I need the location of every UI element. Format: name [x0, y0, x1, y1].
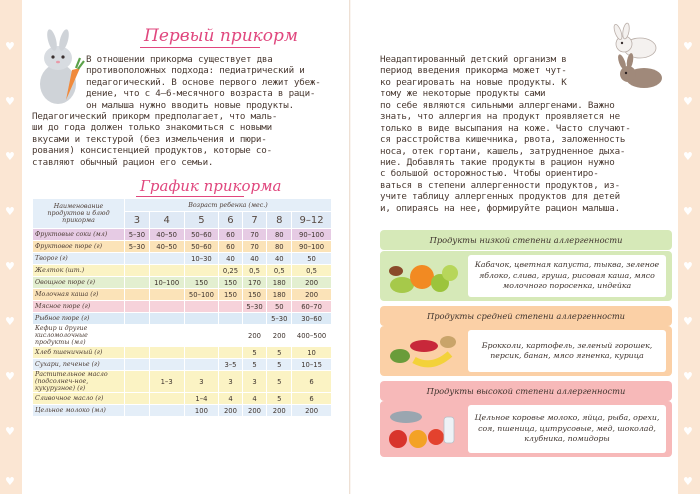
paragraph-line: ние. Добавлять такие продукты в рацион нужно	[380, 157, 615, 169]
row-value-cell: 50–100	[184, 289, 219, 301]
row-value-cell: 70	[242, 229, 267, 241]
right-heart-border	[678, 0, 700, 494]
row-value-cell: 10–100	[149, 277, 184, 289]
high-allergen-heading: Продукты высокой степени аллергенности	[380, 381, 672, 401]
row-value-cell: 60	[219, 229, 242, 241]
row-value-cell: 3–5	[219, 359, 242, 371]
heart-icon: ♥	[5, 370, 15, 383]
row-value-cell	[149, 313, 184, 325]
row-product-name: Мясное пюре (г)	[33, 301, 125, 313]
table-row	[33, 265, 332, 277]
row-value-cell: 5	[242, 359, 267, 371]
table-row	[33, 359, 332, 371]
table-row	[33, 241, 332, 253]
row-value-cell	[125, 359, 150, 371]
row-value-cell	[149, 359, 184, 371]
paragraph-line: период введения прикорма может чут-	[380, 65, 567, 77]
row-value-cell: 60	[219, 241, 242, 253]
row-value-cell	[149, 405, 184, 417]
table-row	[33, 301, 332, 313]
row-value-cell: 6	[292, 393, 332, 405]
page-title: Первый прикорм	[144, 26, 299, 46]
heart-icon: ♥	[5, 40, 15, 53]
heart-icon: ♥	[5, 260, 15, 273]
row-value-cell	[149, 325, 184, 347]
paragraph-line: противоположных подхода: педиатрический и	[86, 65, 305, 77]
vegetables-illustration	[384, 255, 462, 297]
row-product-name: Сухари, печенье (г)	[33, 359, 125, 371]
table-row	[33, 289, 332, 301]
high-allergen-box	[380, 401, 672, 457]
medium-allergen-list: Брокколи, картофель, зеленый горошек, персик, банан, мясо ягненка, курица	[468, 330, 666, 372]
row-value-cell	[184, 265, 219, 277]
row-value-cell: 200	[267, 325, 292, 347]
row-value-cell: 50	[292, 253, 332, 265]
row-value-cell: 50–60	[184, 229, 219, 241]
row-value-cell	[125, 301, 150, 313]
row-value-cell: 170	[242, 277, 267, 289]
row-value-cell: 40	[242, 253, 267, 265]
heart-icon: ♥	[5, 150, 15, 163]
paragraph-line: носа, отек гортани, кашель, затрудненное дыха-	[380, 145, 626, 157]
row-value-cell: 40	[267, 253, 292, 265]
paragraph-line: только в виде высыпания на коже. Часто случают-	[380, 122, 631, 134]
row-value-cell: 5	[267, 347, 292, 359]
row-value-cell: 4	[242, 393, 267, 405]
row-value-cell	[125, 393, 150, 405]
row-value-cell	[184, 325, 219, 347]
table-row	[33, 347, 332, 359]
paragraph-line: ся расстройства кишечника, рвота, заложенность	[380, 134, 626, 146]
left-heart-border	[0, 0, 22, 494]
age-column-header: 4	[149, 212, 184, 229]
table-body	[33, 229, 332, 417]
row-product-name: Растительное масло (подсолнеч-ное, кукурузное) (г)	[33, 371, 125, 393]
paragraph-line: с большой осторожностью. Чтобы ориентиро-	[380, 168, 599, 180]
row-value-cell: 50	[267, 301, 292, 313]
row-value-cell: 200	[292, 405, 332, 417]
row-value-cell: 150	[219, 289, 242, 301]
paragraph-line: по себе являются сильными аллергенами. Важно	[380, 100, 615, 111]
row-value-cell: 150	[219, 277, 242, 289]
row-value-cell	[125, 325, 150, 347]
heart-icon: ♥	[683, 95, 693, 108]
row-value-cell	[149, 347, 184, 359]
row-value-cell: 10–30	[184, 253, 219, 265]
potato-banana-illustration	[384, 330, 462, 372]
row-value-cell	[184, 347, 219, 359]
row-value-cell: 40	[219, 253, 242, 265]
row-value-cell: 70	[242, 241, 267, 253]
row-value-cell	[125, 405, 150, 417]
row-product-name: Рыбное пюре (г)	[33, 313, 125, 325]
paragraph-line: Педагогический прикорм предполагает, что маль-	[32, 111, 278, 122]
paragraph-line: и, опираясь на нее, формируйте рацион малыша.	[380, 202, 620, 214]
table-header-name: Наименование продуктов и блюд прикорма	[33, 199, 125, 229]
row-value-cell: 40–50	[149, 229, 184, 241]
feeding-schedule-table	[32, 198, 332, 417]
row-value-cell: 1–4	[184, 393, 219, 405]
row-value-cell: 200	[242, 405, 267, 417]
row-value-cell	[242, 313, 267, 325]
row-value-cell: 4	[219, 393, 242, 405]
table-row	[33, 313, 332, 325]
row-value-cell: 200	[292, 289, 332, 301]
table-row	[33, 405, 332, 417]
paragraph-line: знать, что аллергия на продукт проявляется не	[380, 111, 620, 123]
row-product-name: Фруктовые соки (мл)	[33, 229, 125, 241]
row-value-cell: 90–100	[292, 241, 332, 253]
age-column-header: 8	[267, 212, 292, 229]
table-row	[33, 229, 332, 241]
heart-icon: ♥	[683, 40, 693, 53]
low-allergen-list: Кабачок, цветная капуста, тыква, зеленое яблоко, слива, груша, рисовая каша, мясо молочного поросенка, индейка	[468, 255, 666, 297]
row-value-cell	[125, 313, 150, 325]
table-header-age-caption: Возраст ребенка (мес.)	[125, 199, 332, 212]
row-value-cell	[184, 301, 219, 313]
row-value-cell	[184, 313, 219, 325]
age-column-header: 5	[184, 212, 219, 229]
row-value-cell: 400–500	[292, 325, 332, 347]
age-column-header: 7	[242, 212, 267, 229]
heart-icon: ♥	[683, 315, 693, 328]
heart-icon: ♥	[5, 205, 15, 218]
row-value-cell	[219, 325, 242, 347]
intro-paragraph-bottom	[32, 111, 326, 168]
book-spine	[349, 0, 351, 494]
row-value-cell: 180	[267, 289, 292, 301]
row-value-cell	[125, 347, 150, 359]
heart-icon: ♥	[683, 150, 693, 163]
row-product-name: Молочная каша (г)	[33, 289, 125, 301]
row-value-cell: 6	[292, 371, 332, 393]
row-value-cell: 200	[292, 277, 332, 289]
row-value-cell	[125, 277, 150, 289]
paragraph-line: педагогический. В основе первого лежит убеж-	[86, 76, 321, 88]
row-value-cell: 180	[267, 277, 292, 289]
age-column-header: 3	[125, 212, 150, 229]
row-value-cell	[125, 371, 150, 393]
row-value-cell: 5	[267, 359, 292, 371]
row-value-cell: 60–70	[292, 301, 332, 313]
row-product-name: Кефир и другие кисломолочные продукты (мл)	[33, 325, 125, 347]
paragraph-line: Неадаптированный детский организм в	[380, 54, 567, 65]
chart-title-underline	[136, 196, 244, 197]
row-value-cell: 80	[267, 229, 292, 241]
row-value-cell: 5	[267, 393, 292, 405]
table-row	[33, 371, 332, 393]
row-value-cell	[219, 301, 242, 313]
table-row	[33, 277, 332, 289]
paragraph-line: ши до года должен только знакомиться с новыми	[32, 122, 272, 134]
row-value-cell: 5–30	[125, 229, 150, 241]
row-value-cell	[149, 265, 184, 277]
paragraph-line: ко реагировать на новые продукты. К	[380, 76, 567, 88]
row-value-cell: 100	[184, 405, 219, 417]
paragraph-line: вкусами и текстурой (без измельчения и пюри-	[32, 133, 267, 145]
paragraph-line: ставляют обычный рацион его семьи.	[32, 156, 214, 168]
row-value-cell: 5–30	[125, 241, 150, 253]
row-value-cell	[219, 347, 242, 359]
row-value-cell	[149, 301, 184, 313]
table-row	[33, 325, 332, 347]
high-allergen-list: Цельное коровье молоко, яйца, рыба, орехи, соя, пшеница, цитрусовые, мед, шоколад, клубника, помидоры	[468, 405, 666, 453]
row-product-name: Творог (г)	[33, 253, 125, 265]
heart-icon: ♥	[683, 205, 693, 218]
row-value-cell: 0,25	[219, 265, 242, 277]
row-value-cell: 80	[267, 241, 292, 253]
paragraph-line: он малыша нужно вводить новые продукты.	[86, 99, 294, 111]
heart-icon: ♥	[5, 425, 15, 438]
low-allergen-heading: Продукты низкой степени аллергенности	[380, 230, 672, 250]
row-product-name: Сливочное масло (г)	[33, 393, 125, 405]
row-value-cell: 1–3	[149, 371, 184, 393]
row-value-cell: 3	[242, 371, 267, 393]
row-value-cell: 10	[292, 347, 332, 359]
paragraph-line: учите таблицу аллергенных продуктов для детей	[380, 191, 620, 203]
fish-fruit-illustration	[384, 405, 462, 453]
row-value-cell	[125, 253, 150, 265]
row-value-cell: 3	[219, 371, 242, 393]
row-value-cell: 200	[219, 405, 242, 417]
row-value-cell: 40–50	[149, 241, 184, 253]
age-column-header: 6	[219, 212, 242, 229]
title-underline	[140, 47, 260, 48]
row-value-cell: 0,5	[267, 265, 292, 277]
table-row	[33, 393, 332, 405]
heart-icon: ♥	[5, 475, 15, 488]
intro-paragraph-top	[86, 54, 326, 111]
paragraph-line: дение, что с 4–6-месячного возраста в раци-	[86, 88, 316, 100]
row-value-cell: 0,5	[292, 265, 332, 277]
row-value-cell	[219, 313, 242, 325]
row-value-cell: 200	[267, 405, 292, 417]
heart-icon: ♥	[683, 260, 693, 273]
bunnies-illustration	[604, 22, 676, 96]
medium-allergen-box	[380, 326, 672, 376]
row-value-cell: 5–30	[267, 313, 292, 325]
heart-icon: ♥	[5, 315, 15, 328]
bunny-with-carrot-illustration	[28, 28, 86, 108]
row-product-name: Овощное пюре (г)	[33, 277, 125, 289]
row-value-cell: 90–100	[292, 229, 332, 241]
allergy-paragraph-bottom	[380, 100, 670, 214]
heart-icon: ♥	[683, 425, 693, 438]
row-value-cell: 200	[242, 325, 267, 347]
row-value-cell	[149, 289, 184, 301]
row-product-name: Цельное молоко (мл)	[33, 405, 125, 417]
heart-icon: ♥	[683, 370, 693, 383]
row-value-cell: 0,5	[242, 265, 267, 277]
low-allergen-box	[380, 251, 672, 301]
table-row	[33, 253, 332, 265]
row-value-cell	[125, 289, 150, 301]
age-column-header: 9–12	[292, 212, 332, 229]
row-value-cell: 30–60	[292, 313, 332, 325]
heart-icon: ♥	[5, 95, 15, 108]
row-value-cell: 5	[267, 371, 292, 393]
row-value-cell: 50–60	[184, 241, 219, 253]
allergy-paragraph-top	[380, 54, 602, 100]
row-value-cell: 3	[184, 371, 219, 393]
row-value-cell	[149, 253, 184, 265]
row-product-name: Фруктовое пюре (г)	[33, 241, 125, 253]
row-product-name: Желток (шт.)	[33, 265, 125, 277]
paragraph-line: тому же некоторые продукты сами	[380, 88, 546, 100]
row-value-cell: 5	[242, 347, 267, 359]
row-value-cell: 10–15	[292, 359, 332, 371]
row-value-cell	[149, 393, 184, 405]
row-value-cell: 5–30	[242, 301, 267, 313]
row-value-cell: 150	[184, 277, 219, 289]
row-value-cell	[184, 359, 219, 371]
paragraph-line: ваться в степени аллергенности продуктов, из-	[380, 179, 620, 191]
paragraph-line: В отношении прикорма существует два	[86, 54, 273, 65]
row-product-name: Хлеб пшеничный (г)	[33, 347, 125, 359]
medium-allergen-heading: Продукты средней степени аллергенности	[380, 306, 672, 326]
heart-icon: ♥	[683, 475, 693, 488]
chart-title: График прикорма	[140, 177, 282, 195]
paragraph-line: рования) консистенцией продуктов, которые со-	[32, 145, 272, 157]
row-value-cell	[125, 265, 150, 277]
row-value-cell: 150	[242, 289, 267, 301]
